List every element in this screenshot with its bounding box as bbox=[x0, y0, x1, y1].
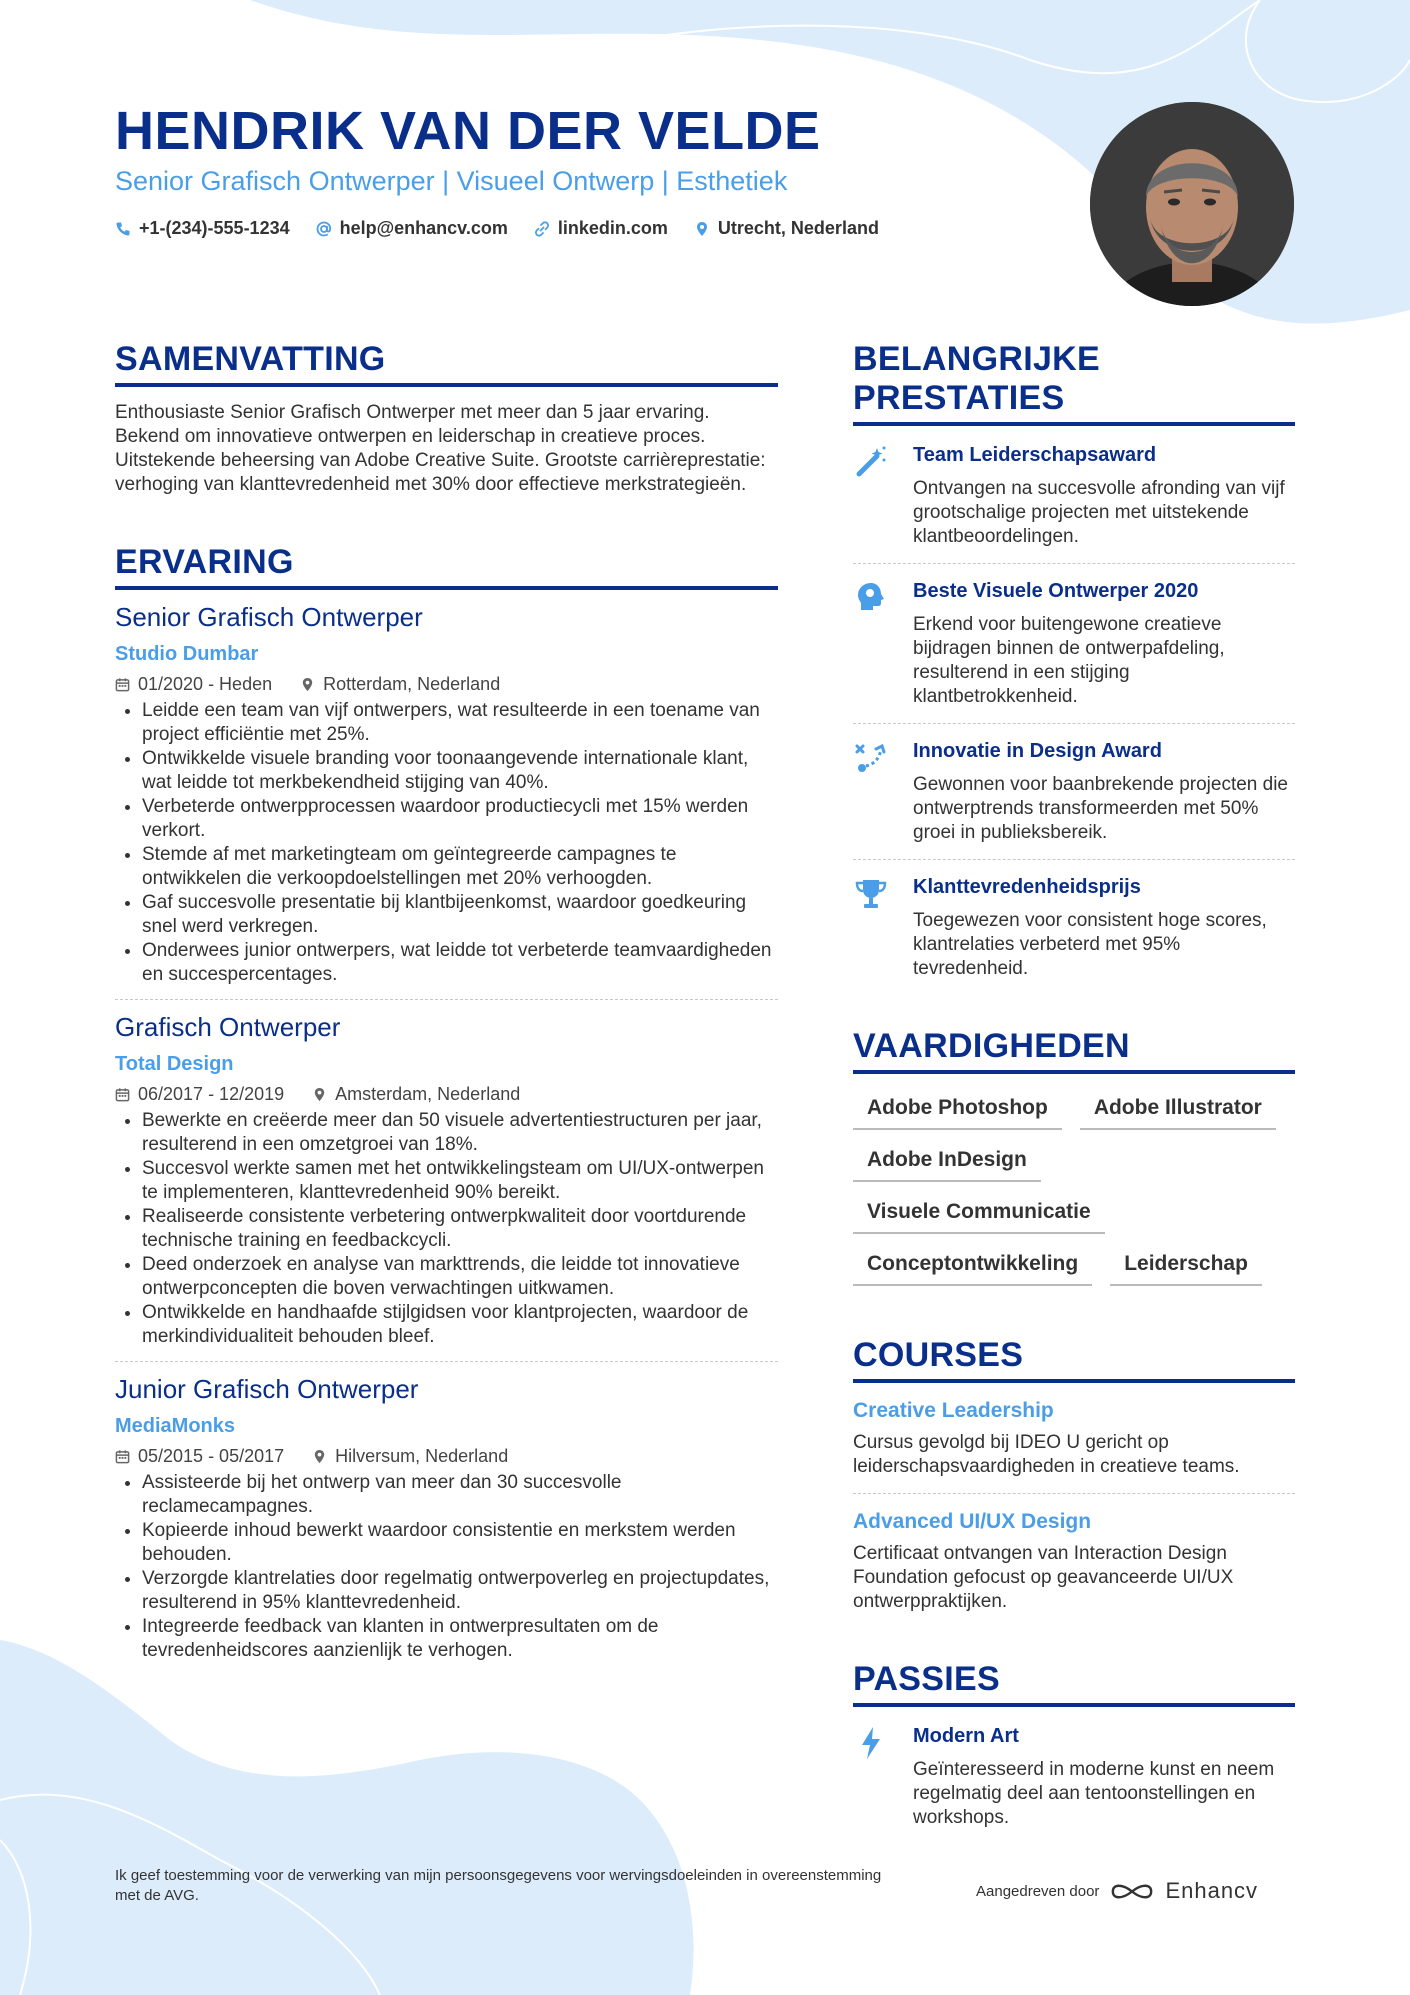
enhancv-brand: Enhancv bbox=[1165, 1878, 1259, 1903]
experience-title: ERVARING bbox=[115, 543, 778, 590]
contact-linkedin-text: linkedin.com bbox=[557, 218, 668, 238]
location-pin-icon bbox=[300, 677, 315, 692]
course-title: Creative Leadership bbox=[853, 1399, 1054, 1422]
divider bbox=[853, 859, 1295, 860]
courses-title: COURSES bbox=[853, 1336, 1295, 1383]
job-bullet: • Deed onderzoek en analyse van markttrends, die leidde tot innovatieve ontwerpconcepten die boven verwachtingen uitkwamen. bbox=[142, 1253, 778, 1301]
divider bbox=[853, 723, 1295, 724]
job-location: Hilversum, Nederland bbox=[335, 1446, 509, 1466]
achievements-list bbox=[853, 444, 1295, 981]
divider bbox=[115, 999, 778, 1000]
job-entry bbox=[115, 1374, 778, 1663]
passion-title: Modern Art bbox=[913, 1725, 1019, 1747]
job-company: Total Design bbox=[115, 1053, 234, 1075]
job-meta bbox=[115, 1446, 778, 1467]
candidate-subtitle: Senior Grafisch Ontwerper | Visueel Ontwerp | Esthetiek bbox=[115, 166, 788, 196]
location-pin-icon bbox=[694, 221, 710, 237]
job-bullet: • Stemde af met marketingteam om geïntegreerde campagnes te ontwikkelen die verkoopdoelstellingen met 20% verhoogden. bbox=[142, 843, 778, 891]
job-bullet: • Realiseerde consistente verbetering ontwerpkwaliteit door voortdurende technische training en feedbackcycli. bbox=[142, 1205, 778, 1253]
right-column bbox=[853, 340, 1295, 1830]
achievement-desc: Toegewezen voor consistent hoge scores, klantrelaties verbeterd met 95% tevredenheid. bbox=[913, 910, 1267, 979]
achievement-item bbox=[853, 444, 1295, 549]
passion-item bbox=[853, 1725, 1295, 1830]
contact-location bbox=[694, 218, 879, 239]
course-desc: Certificaat ontvangen van Interaction Design Foundation gefocust op geavanceerde UI/UX ontwerppraktijken. bbox=[853, 1543, 1234, 1612]
left-column bbox=[115, 340, 778, 1663]
passions-title: PASSIES bbox=[853, 1660, 1295, 1707]
job-bullet: • Onderwees junior ontwerpers, wat leidde tot verbeterde teamvaardigheden en succespercentages. bbox=[142, 939, 778, 987]
skill-tag: Adobe Illustrator bbox=[1080, 1096, 1276, 1130]
job-dates: 05/2015 - 05/2017 bbox=[138, 1446, 285, 1466]
divider bbox=[853, 1493, 1295, 1494]
course-item bbox=[853, 1510, 1295, 1614]
job-bullet: • Ontwikkelde visuele branding voor toonaangevende internationale klant, wat leidde tot merkbekendheid stijging van 40%. bbox=[142, 747, 778, 795]
job-entry bbox=[115, 602, 778, 1000]
contact-email[interactable] bbox=[316, 218, 508, 239]
achievement-title: Innovatie in Design Award bbox=[913, 740, 1162, 762]
portrait-image bbox=[1090, 102, 1294, 306]
achievement-desc: Gewonnen voor baanbrekende projecten die ontwerptrends transformeerden met 50% groei in publieksbereik. bbox=[913, 774, 1288, 843]
job-meta bbox=[115, 1084, 778, 1105]
location-pin-icon bbox=[312, 1449, 327, 1464]
job-dates: 06/2017 - 12/2019 bbox=[138, 1084, 285, 1104]
courses-list bbox=[853, 1399, 1295, 1614]
passion-desc: Geïnteresseerd in moderne kunst en neem regelmatig deel aan tentoonstellingen en workshops. bbox=[913, 1759, 1275, 1828]
trophy-icon bbox=[853, 876, 889, 912]
skills-title: VAARDIGHEDEN bbox=[853, 1027, 1295, 1074]
course-desc: Cursus gevolgd bij IDEO U gericht op leiderschapsvaardigheden in creatieve teams. bbox=[853, 1432, 1240, 1477]
contact-phone-text: +1-(234)-555-1234 bbox=[139, 218, 290, 238]
job-bullet: • Bewerkte en creëerde meer dan 50 visuele advertentiestructuren per jaar, resulterend in een omzetgroei van 18%. bbox=[142, 1109, 778, 1157]
job-role: Senior Grafisch Ontwerper bbox=[115, 602, 423, 632]
job-company: Studio Dumbar bbox=[115, 643, 259, 665]
link-icon bbox=[534, 221, 550, 237]
enhancv-logo-icon bbox=[1109, 1880, 1155, 1903]
job-meta bbox=[115, 674, 778, 695]
divider bbox=[853, 563, 1295, 564]
job-role: Grafisch Ontwerper bbox=[115, 1012, 341, 1042]
achievement-desc: Erkend voor buitengewone creatieve bijdragen binnen de ontwerpafdeling, resulterend in een stijging klantbetrokkenheid. bbox=[913, 614, 1225, 707]
lightning-icon bbox=[853, 1725, 889, 1761]
course-title: Advanced UI/UX Design bbox=[853, 1510, 1092, 1533]
job-location: Rotterdam, Nederland bbox=[323, 674, 501, 694]
passions-list bbox=[853, 1725, 1295, 1830]
skill-tag: Conceptontwikkeling bbox=[853, 1252, 1092, 1286]
calendar-icon bbox=[115, 1449, 130, 1464]
achievement-item bbox=[853, 740, 1295, 845]
contact-email-text: help@enhancv.com bbox=[339, 218, 508, 238]
achievement-item bbox=[853, 876, 1295, 981]
contact-location-text: Utrecht, Nederland bbox=[717, 218, 879, 238]
job-bullet: • Verzorgde klantrelaties door regelmatig ontwerpoverleg en projectupdates, resulterend in 95% klanttevredenheid. bbox=[142, 1567, 778, 1615]
powered-by-text: Aangedreven door bbox=[976, 1882, 1100, 1900]
job-bullet: • Gaf succesvolle presentatie bij klantbijeenkomst, waardoor goedkeuring snel werd verkregen. bbox=[142, 891, 778, 939]
skill-tag: Adobe Photoshop bbox=[853, 1096, 1062, 1130]
achievements-title: BELANGRIJKE PRESTATIES bbox=[853, 340, 1295, 426]
achievement-title: Team Leiderschapsaward bbox=[913, 444, 1157, 466]
phone-icon bbox=[115, 221, 131, 237]
achievement-desc: Ontvangen na succesvolle afronding van vijf grootschalige projecten met uitstekende klantbeoordelingen. bbox=[913, 478, 1285, 547]
course-item bbox=[853, 1399, 1295, 1479]
divider bbox=[115, 1361, 778, 1362]
job-company: MediaMonks bbox=[115, 1415, 236, 1437]
gdpr-consent-note: Ik geef toestemming voor de verwerking van mijn persoonsgegevens voor wervingsdoeleinden in overeenstemming met de AVG. bbox=[115, 1867, 882, 1904]
head-idea-icon bbox=[853, 580, 889, 616]
job-location: Amsterdam, Nederland bbox=[335, 1084, 521, 1104]
skills-list bbox=[853, 1096, 1293, 1286]
job-bullet: • Leidde een team van vijf ontwerpers, wat resulteerde in een toename van project efficiëntie met 25%. bbox=[142, 699, 778, 747]
skill-tag: Adobe InDesign bbox=[853, 1148, 1041, 1182]
contact-linkedin[interactable] bbox=[534, 218, 668, 239]
job-entry bbox=[115, 1012, 778, 1362]
summary-text: Enthousiaste Senior Grafisch Ontwerper met meer dan 5 jaar ervaring. Bekend om innovatieve ontwerpen en leiderschap in creatieve proces. Uitstekende beheersing van Adobe Creative Suite. Grootste carrièreprestatie: verhoging van klanttevredenheid met 30% door effectieve merkstrategieën. bbox=[115, 402, 766, 495]
job-bullet: • Integreerde feedback van klanten in ontwerpresultaten om de tevredenheidscores aanzienlijk te verhogen. bbox=[142, 1615, 778, 1663]
calendar-icon bbox=[115, 1087, 130, 1102]
powered-by[interactable] bbox=[976, 1878, 1258, 1904]
calendar-icon bbox=[115, 677, 130, 692]
skill-tag: Visuele Communicatie bbox=[853, 1200, 1105, 1234]
job-bullets bbox=[115, 1471, 778, 1663]
job-role: Junior Grafisch Ontwerper bbox=[115, 1374, 419, 1404]
strategy-icon bbox=[853, 740, 889, 776]
skill-tag: Leiderschap bbox=[1110, 1252, 1262, 1286]
job-bullet: • Assisteerde bij het ontwerp van meer dan 30 succesvolle reclamecampagnes. bbox=[142, 1471, 778, 1519]
job-bullet: • Verbeterde ontwerpprocessen waardoor productiecycli met 15% werden verkort. bbox=[142, 795, 778, 843]
job-bullet: • Succesvol werkte samen met het ontwikkelingsteam om UI/UX-ontwerpen te implementeren, klanttevredenheid 90% bereikt. bbox=[142, 1157, 778, 1205]
contact-phone[interactable] bbox=[115, 218, 290, 239]
candidate-name: HENDRIK VAN DER VELDE bbox=[115, 101, 821, 161]
location-pin-icon bbox=[312, 1087, 327, 1102]
magic-wand-icon bbox=[853, 444, 889, 480]
job-bullets bbox=[115, 699, 778, 987]
at-icon bbox=[316, 221, 332, 237]
achievement-title: Beste Visuele Ontwerper 2020 bbox=[913, 580, 1199, 602]
summary-title: SAMENVATTING bbox=[115, 340, 778, 387]
job-bullets bbox=[115, 1109, 778, 1349]
contact-bar bbox=[115, 218, 879, 239]
job-bullet: • Ontwikkelde en handhaafde stijlgidsen voor klantprojecten, waardoor de merkindividualiteit behouden bleef. bbox=[142, 1301, 778, 1349]
achievement-title: Klanttevredenheidsprijs bbox=[913, 876, 1141, 898]
achievement-item bbox=[853, 580, 1295, 709]
job-dates: 01/2020 - Heden bbox=[138, 674, 273, 694]
job-bullet: • Kopieerde inhoud bewerkt waardoor consistentie en merkstem werden behouden. bbox=[142, 1519, 778, 1567]
profile-photo bbox=[1090, 102, 1294, 306]
